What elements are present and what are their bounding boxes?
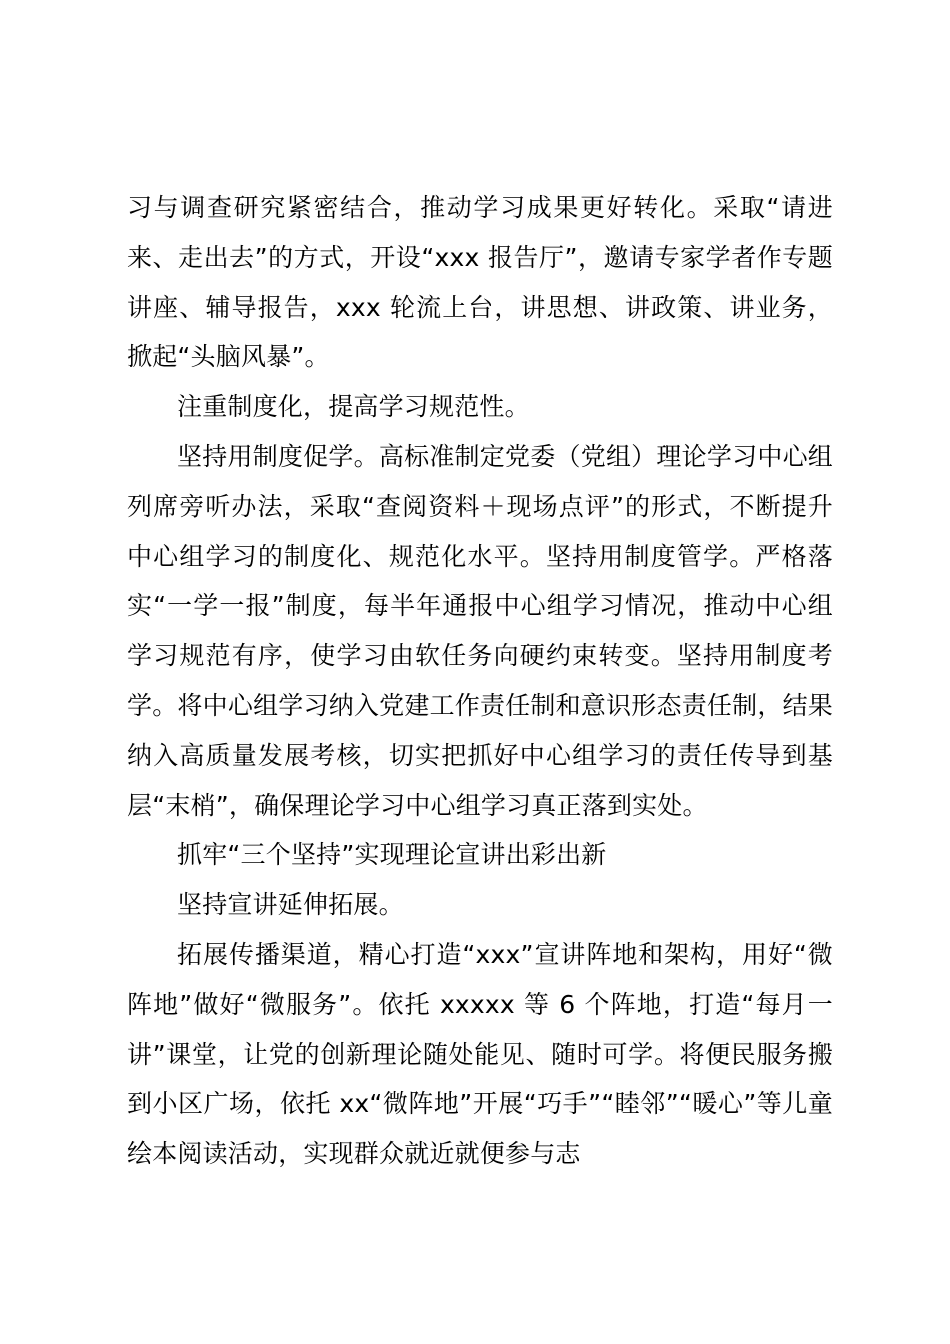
paragraph-heading-three-persist: 抓牢“三个坚持”实现理论宣讲出彩出新 [177, 840, 607, 870]
paragraph-channels: 拓展传播渠道，精心打造“xxx”宣讲阵地和架构，用好“微阵地”做好“微服务”。依托 xxxxx 等 6 个阵地，打造“每月一讲”课堂，让党的创新理论随处能见、随时可学。将便民服务搬到小区广场，依托 xx“微阵地”开展“巧手”“睦邻”“暖心”等儿童绘本阅读活动，实现群众就近就便参与志 [127, 939, 833, 1169]
paragraph-heading-extension: 坚持宣讲延伸拓展。 [177, 890, 404, 920]
paragraph-system-learning: 坚持用制度促学。高标准制定党委（党组）理论学习中心组列席旁听办法，采取“查阅资料＋现场点评”的形式，不断提升中心组学习的制度化、规范化水平。坚持用制度管学。严格落实“一学一报”制度，每半年通报中心组学习情况，推动中心组学习规范有序，使学习由软任务向硬约束转变。坚持用制度考学。将中心组学习纳入党建工作责任制和意识形态责任制，结果纳入高质量发展考核，切实把抓好中心组学习的责任传导到基层“末梢”，确保理论学习中心组学习真正落到实处。 [127, 441, 833, 820]
document-body [127, 183, 833, 1179]
paragraph-heading-institutionalization: 注重制度化，提高学习规范性。 [177, 392, 530, 422]
paragraph-continued: 习与调查研究紧密结合，推动学习成果更好转化。采取“请进来、走出去”的方式，开设“xxx 报告厅”，邀请专家学者作专题讲座、辅导报告，xxx 轮流上台，讲思想、讲政策、讲业务，掀起“头脑风暴”。 [127, 193, 833, 372]
